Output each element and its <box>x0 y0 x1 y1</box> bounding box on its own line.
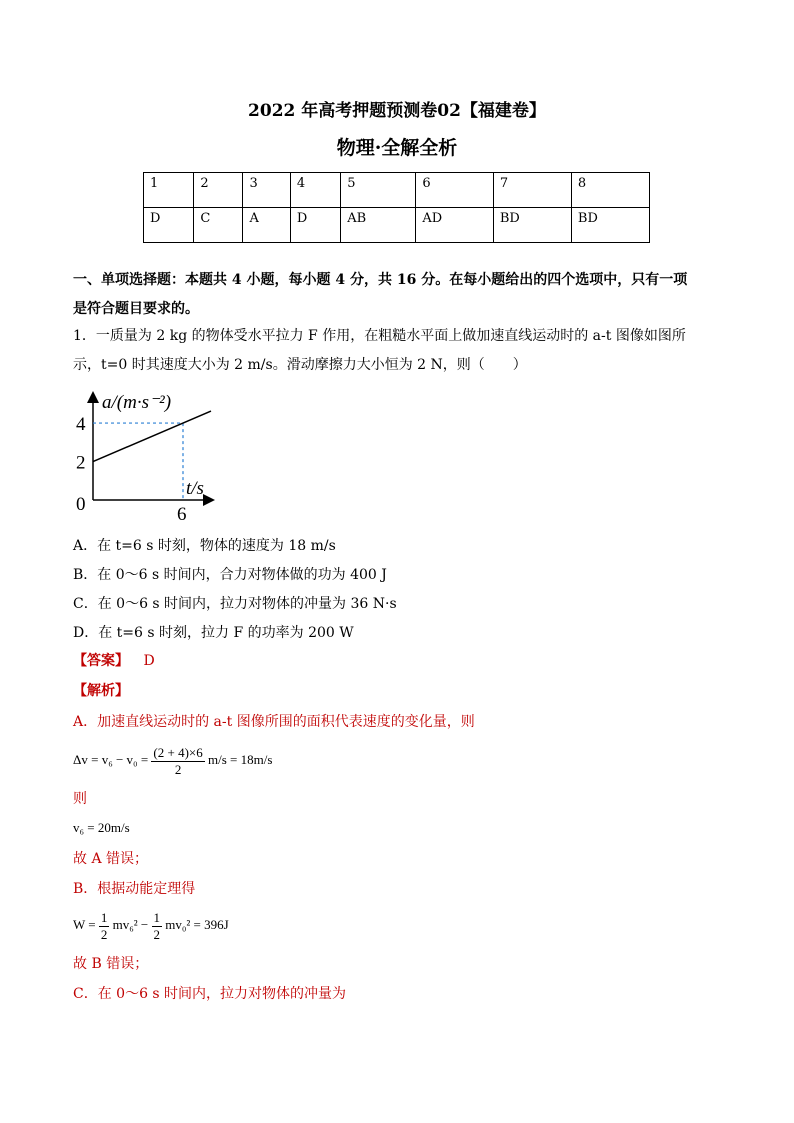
answer-value: BD <box>493 208 571 243</box>
answer-number: 5 <box>341 173 416 208</box>
equation-work-fraction <box>152 910 163 943</box>
analysis-b-line: B．根据动能定理得 <box>73 881 196 897</box>
equation-work <box>73 908 229 943</box>
x-axis-label: t/s <box>186 478 204 499</box>
answer-number: 6 <box>416 173 494 208</box>
answer-table <box>143 172 650 243</box>
question-stem-line: 1．一质量为 2 kg 的物体受水平拉力 F 作用，在粗糙水平面上做加速直线运动时的 a-t 图像如图所 <box>73 328 686 344</box>
fraction-denominator: 2 <box>174 761 182 777</box>
fraction-numerator: (2 + 4)×6 <box>153 744 203 760</box>
question-stem-line: 示，t=0 时其速度大小为 2 m/s。滑动摩擦力大小恒为 2 N，则（ ） <box>73 357 527 373</box>
answer-value: D <box>290 208 340 243</box>
equation-delta-v <box>73 743 272 778</box>
analysis-c-line: C．在 0～6 s 时间内，拉力对物体的冲量为 <box>73 986 347 1002</box>
option-b: B．在 0～6 s 时间内，合力对物体做的功为 400 J <box>73 567 387 583</box>
fraction-denominator: 2 <box>100 926 108 942</box>
answer-value: A <box>243 208 290 243</box>
analysis-label: 【解析】 <box>73 683 129 699</box>
x-tick-label: 6 <box>177 504 187 525</box>
answer-number: 3 <box>243 173 290 208</box>
section-heading-line: 一、单项选择题：本题共 4 小题，每小题 4 分，共 16 分。在每小题给出的四个选项中，只有一项 <box>73 272 688 288</box>
equation-delta-v-left: Δv = v₆ − v₀ = <box>73 752 149 767</box>
answer-value: D <box>144 208 194 243</box>
option-d: D．在 t=6 s 时刻，拉力 F 的功率为 200 W <box>73 625 354 641</box>
equation-work-left: W = <box>73 917 96 932</box>
answer-value: C <box>194 208 243 243</box>
answer-number: 8 <box>571 173 649 208</box>
option-a: A．在 t=6 s 时刻，物体的速度为 18 m/s <box>73 538 336 554</box>
y-tick-label: 2 <box>76 452 86 474</box>
document-title: 2022 年高考押题预测卷02【福建卷】 <box>248 101 546 121</box>
section-heading-line: 是符合题目要求的。 <box>73 301 199 317</box>
y-axis-label: a/(m·s⁻²) <box>102 392 172 413</box>
answer-value: AB <box>341 208 416 243</box>
answer-number: 4 <box>290 173 340 208</box>
equation-delta-v-right: m/s = 18m/s <box>208 752 273 767</box>
fraction-numerator: 1 <box>153 909 160 925</box>
analysis-b-conclusion: 故 B 错误； <box>73 956 149 972</box>
question-stem <box>73 322 733 380</box>
section-heading <box>73 266 733 324</box>
answer-number: 2 <box>194 173 243 208</box>
origin-label: 0 <box>76 494 86 515</box>
equation-work-term2: mv₀² = 396J <box>165 917 229 932</box>
analysis-a-conclusion: 故 A 错误； <box>73 851 149 867</box>
answer-table-answer-row <box>144 208 650 243</box>
fraction-numerator: 1 <box>100 909 108 925</box>
acceleration-line <box>93 411 211 461</box>
answer-value-text: D <box>143 653 155 669</box>
analysis-a-line: A．加速直线运动时的 a-t 图像所围的面积代表速度的变化量，则 <box>73 714 475 730</box>
equation-work-fraction <box>99 910 110 943</box>
answer-number: 7 <box>493 173 571 208</box>
document-subtitle: 物理·全解全析 <box>336 137 458 159</box>
equation-delta-v-fraction <box>151 745 204 778</box>
equation-v6: v₆ = 20m/s <box>73 820 130 835</box>
answer-number: 1 <box>144 173 194 208</box>
answer-table-number-row <box>144 173 650 208</box>
equation-work-term1: mv₆² − <box>112 917 149 932</box>
y-tick-label: 4 <box>76 414 86 436</box>
options-list <box>73 532 733 648</box>
answer-label: 【答案】 <box>73 653 129 669</box>
answer-value: BD <box>571 208 649 243</box>
a-t-graph <box>70 386 230 526</box>
option-c: C．在 0～6 s 时间内，拉力对物体的冲量为 36 N·s <box>73 596 397 612</box>
answer-line <box>73 650 155 670</box>
answer-value: AD <box>416 208 494 243</box>
analysis-then: 则 <box>73 791 87 807</box>
fraction-denominator: 2 <box>153 926 160 942</box>
